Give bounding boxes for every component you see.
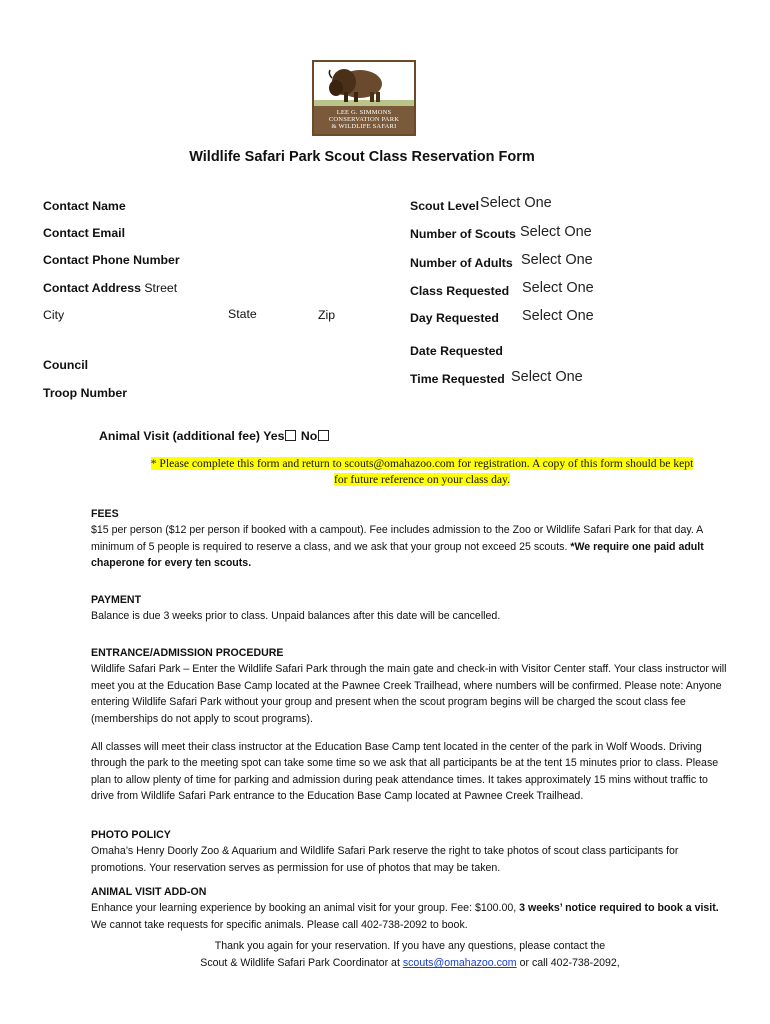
logo-text-line-1: LEE G. SIMMONS [336,109,392,116]
animal-visit-yes-checkbox[interactable] [285,430,296,441]
photo-policy-section [91,827,733,876]
logo [312,60,416,136]
troop-number-label: Troop Number [43,386,128,400]
registration-notice-text-1: * Please complete this form and return to scouts@omahazoo.com for registration. A copy of this form should be kept [150,457,694,470]
number-of-adults-select[interactable]: Select One [521,252,593,268]
animal-addon-body [91,900,733,933]
logo-text-line-3: & WILDLIFE SAFARI [331,123,397,130]
fees-text: $15 per person ($12 per person if booked with a campout). Fee includes admission to the Zoo or Wildlife Safari Park for that day. A minimum of 5 people is required to reserve a class, and we ask that your group not exceed 25 scouts. [91,524,703,553]
day-requested-select[interactable]: Select One [522,308,594,324]
city-label: City [43,308,65,322]
number-of-scouts-label: Number of Scouts [410,227,516,241]
payment-heading: PAYMENT [91,594,142,606]
closing-line-2-pre: Scout & Wildlife Safari Park Coordinator at [200,957,403,969]
payment-text: Balance is due 3 weeks prior to class. Unpaid balances after this date will be cancelled. [91,610,501,623]
zip-label: Zip [318,308,336,322]
registration-notice-line-2 [60,472,770,488]
coordinator-email-link[interactable]: scouts@omahazoo.com [402,957,517,969]
animal-visit-row [99,429,330,443]
entrance-text-2: All classes will meet their class instructor at the Education Base Camp tent located in the center of the park in Wolf Woods. Driving through the park to the meeting spot can take some time so we ask that all participants be at the tent 15 minutes prior to class. Please plan to allow plenty of time for parking and admission during peak attendance times. It takes approximately 15 mins without traffic to drive from Wildlife Safari Park entrance to the Education Base Camp located at Pawnee Creek Trailhead. [91,741,719,803]
class-requested-select[interactable]: Select One [522,280,594,296]
day-requested-label: Day Requested [410,311,499,325]
time-requested-label: Time Requested [410,372,505,386]
contact-address-label [43,281,177,295]
animal-addon-text: Enhance your learning experience by booking an animal visit for your group. Fee: $100.00, [91,902,520,915]
time-requested-select[interactable]: Select One [511,369,583,385]
entrance-section [91,645,733,727]
class-requested-label: Class Requested [410,284,510,298]
animal-visit-no-checkbox[interactable] [318,430,329,441]
contact-phone-label: Contact Phone Number [43,253,180,267]
number-of-adults-label: Number of Adults [410,256,513,270]
council-label: Council [43,358,89,372]
closing-line-2 [25,955,770,972]
fees-section [91,506,733,572]
registration-notice-text-2: for future reference on your class day. [334,473,510,486]
fees-chaperone-note: *We require one paid adult chaperone for every ten scouts. [91,540,704,570]
street-label: Street [144,281,178,295]
state-label: State [228,307,257,321]
contact-name-label: Contact Name [43,199,126,213]
entrance-text: Wildlife Safari Park – Enter the Wildlife Safari Park through the main gate and check-in with Visitor Center staff. Your class instructor will meet you at the Education Base Camp located at the Pawnee Creek Trailhead, where numbers will be confirmed. Please note: Anyone entering Wildlife Safari Park without your group and present when the scout program begins will be charged the scout class fee (memberships do not apply to scout programs). [91,663,727,725]
entrance-section-2 [91,739,733,805]
page-title: Wildlife Safari Park Scout Class Reservation Form [189,149,535,165]
contact-email-label: Contact Email [43,226,125,240]
fees-heading: FEES [91,508,119,520]
animal-addon-heading: ANIMAL VISIT ADD-ON [91,886,207,898]
photo-policy-heading: PHOTO POLICY [91,829,171,841]
contact-address-text: Contact Address [43,281,141,295]
animal-addon-section [91,884,733,933]
scout-level-select[interactable]: Select One [480,195,552,211]
closing-line-1: Thank you again for your reservation. If you have any questions, please contact the [214,940,606,952]
animal-visit-no-label: No [300,429,318,443]
photo-policy-text: Omaha’s Henry Doorly Zoo & Aquarium and Wildlife Safari Park reserve the right to take photos of scout class participants for promotions. Your reservation serves as permission for use of photos that may be taken. [91,845,679,874]
entrance-heading: ENTRANCE/ADMISSION PROCEDURE [91,647,284,659]
fees-body [91,522,733,571]
date-requested-label: Date Requested [410,344,503,358]
animal-visit-label: Animal Visit (additional fee) Yes [99,429,285,443]
logo-text-line-2: CONSERVATION PARK [328,116,400,123]
scout-level-label: Scout Level [410,199,480,213]
animal-addon-notice: 3 weeks’ notice required to book a visit. [519,902,719,915]
closing-line-2-post: or call 402-738-2092, [516,957,620,969]
number-of-scouts-select[interactable]: Select One [520,224,592,240]
payment-section [91,592,733,625]
animal-addon-text-2: We cannot take requests for specific animals. Please call 402-738-2092 to book. [91,918,468,931]
registration-notice-line-1 [60,456,770,472]
